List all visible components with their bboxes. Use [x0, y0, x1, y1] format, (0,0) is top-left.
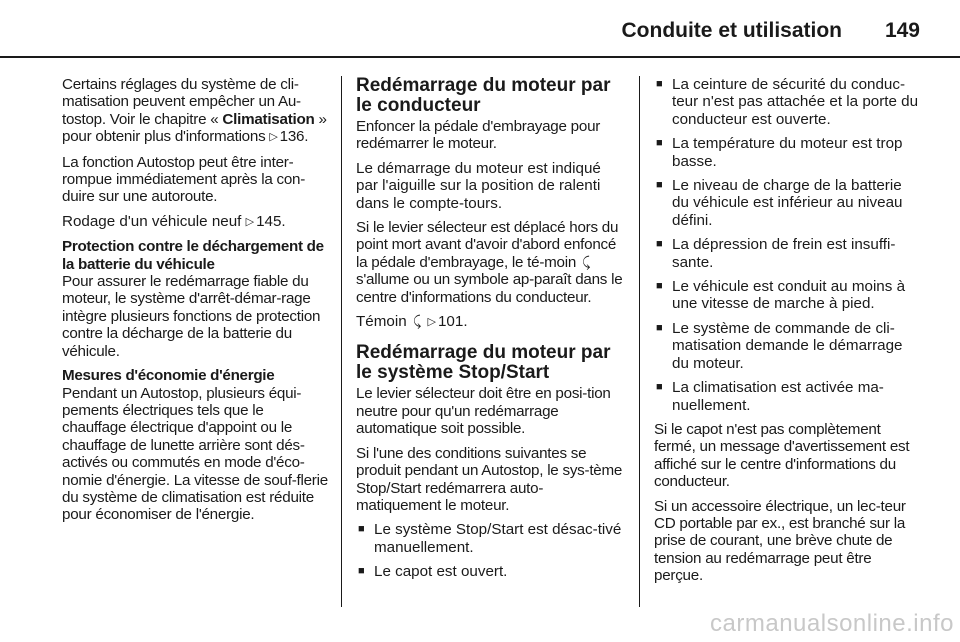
section-heading: Redémarrage du moteur par le système Stop/Start: [356, 342, 611, 384]
list-item: ■ La climatisation est activée ma-nuellement.: [654, 379, 922, 414]
list-item: ■ Le niveau de charge de la batterie du véhicule est inférieur au niveau défini.: [654, 177, 922, 229]
paragraph: Si l'une des conditions suivantes se produit pendant un Autostop, le sys-tème Stop/Start redémarrera auto-matiquement le moteur.: [356, 444, 623, 514]
paragraph: Certains réglages du système de cli-matisation peuvent empêcher un Au-tostop. Voir le chapitre « Climatisation » pour obtenir plus d'informations ▷ 136.: [62, 76, 327, 146]
list-item: ■ La dépression de frein est insuffi-sante.: [654, 236, 922, 271]
paragraph: Pendant un Autostop, plusieurs équi-pements électriques tels que le chauffage électrique d'appoint ou le chauffage de lunette arrière sont dés-activés ou commutés en mode d'éco-nomie d'énergie. La vitesse de souf-flerie du système de climatisation est réduite pour économiser de l'énergie.: [62, 384, 328, 524]
column-separator: [341, 76, 342, 607]
reference-arrow-icon: ▷: [269, 131, 278, 144]
list-item: ■ La ceinture de sécurité du conduc-teur n'est pas attachée et la porte du conducteur est ouverte.: [654, 76, 922, 128]
page-number: 149: [884, 19, 920, 42]
condition-list: [654, 76, 922, 414]
paragraph: La fonction Autostop peut être inter-rompue immédiatement après la con-duire sur une autoroute.: [62, 153, 306, 206]
page-reference: 101.: [437, 313, 468, 331]
paragraph: Le démarrage du moteur est indiqué par l'aiguille sur la position de ralenti dans le compte-tours.: [356, 159, 601, 212]
header-rule: [0, 56, 960, 58]
list-item: ■ Le capot est ouvert.: [356, 563, 624, 580]
column-3: [654, 76, 922, 592]
column-1: [62, 76, 330, 531]
subheading: Protection contre le déchargement de la batterie du véhicule: [62, 238, 324, 273]
column-2: [356, 76, 624, 588]
watermark: carmanualsonline.info: [710, 610, 954, 637]
section-heading: Redémarrage du moteur par le conducteur: [356, 75, 611, 116]
paragraph: Rodage d'un véhicule neuf ▷ 145.: [62, 212, 286, 230]
page-reference: 136.: [279, 128, 309, 146]
reference-arrow-icon: ▷: [427, 316, 436, 329]
page-reference: 145.: [256, 212, 286, 230]
paragraph: Témoin ⤹ ▷ 101.: [356, 313, 468, 331]
page-header: [0, 0, 960, 56]
paragraph: Pour assurer le redémarrage fiable du moteur, le système d'arrêt-démar-rage intègre plusieurs fonctions de protection contre la décharge de la batterie du véhicule.: [62, 273, 321, 360]
list-item: ■ Le véhicule est conduit au moins à une vitesse de marche à pied.: [654, 278, 922, 313]
list-item: ■ La température du moteur est trop basse.: [654, 135, 922, 170]
paragraph: Si le levier sélecteur est déplacé hors du point mort avant d'avoir d'abord enfoncé la pédale d'embrayage, le té-moin ⤹ s'allume ou un symbole ap-paraît dans le centre d'informations du conducteur.: [356, 219, 623, 306]
autostop-lamp-icon: ⤹: [582, 253, 591, 270]
paragraph: Si un accessoire électrique, un lec-teur CD portable par ex., est branché sur la prise de courant, une brève chute de tension au redémarrage peut être perçue.: [654, 497, 906, 585]
paragraph: Enfoncer la pédale d'embrayage pour redémarrer le moteur.: [356, 118, 601, 153]
condition-list: [356, 521, 624, 580]
list-item: ■ Le système de commande de cli-matisation demande le démarrage du moteur.: [654, 320, 922, 372]
paragraph: Le levier sélecteur doit être en posi-tion neutre pour qu'un redémarrage automatique soit possible.: [356, 385, 611, 438]
autostop-lamp-icon: ⤹: [412, 313, 422, 330]
paragraph: Si le capot n'est pas complètement fermé, un message d'avertissement est affiché sur le centre d'informations du conducteur.: [654, 420, 910, 491]
column-separator: [639, 76, 640, 607]
page-title: Conduite et utilisation: [621, 19, 842, 42]
list-item: ■ Le système Stop/Start est désac-tivé manuellement.: [356, 521, 624, 556]
link-climatisation: Climatisation: [222, 110, 315, 128]
reference-arrow-icon: ▷: [245, 215, 255, 228]
subheading: Mesures d'économie d'énergie: [62, 367, 275, 385]
